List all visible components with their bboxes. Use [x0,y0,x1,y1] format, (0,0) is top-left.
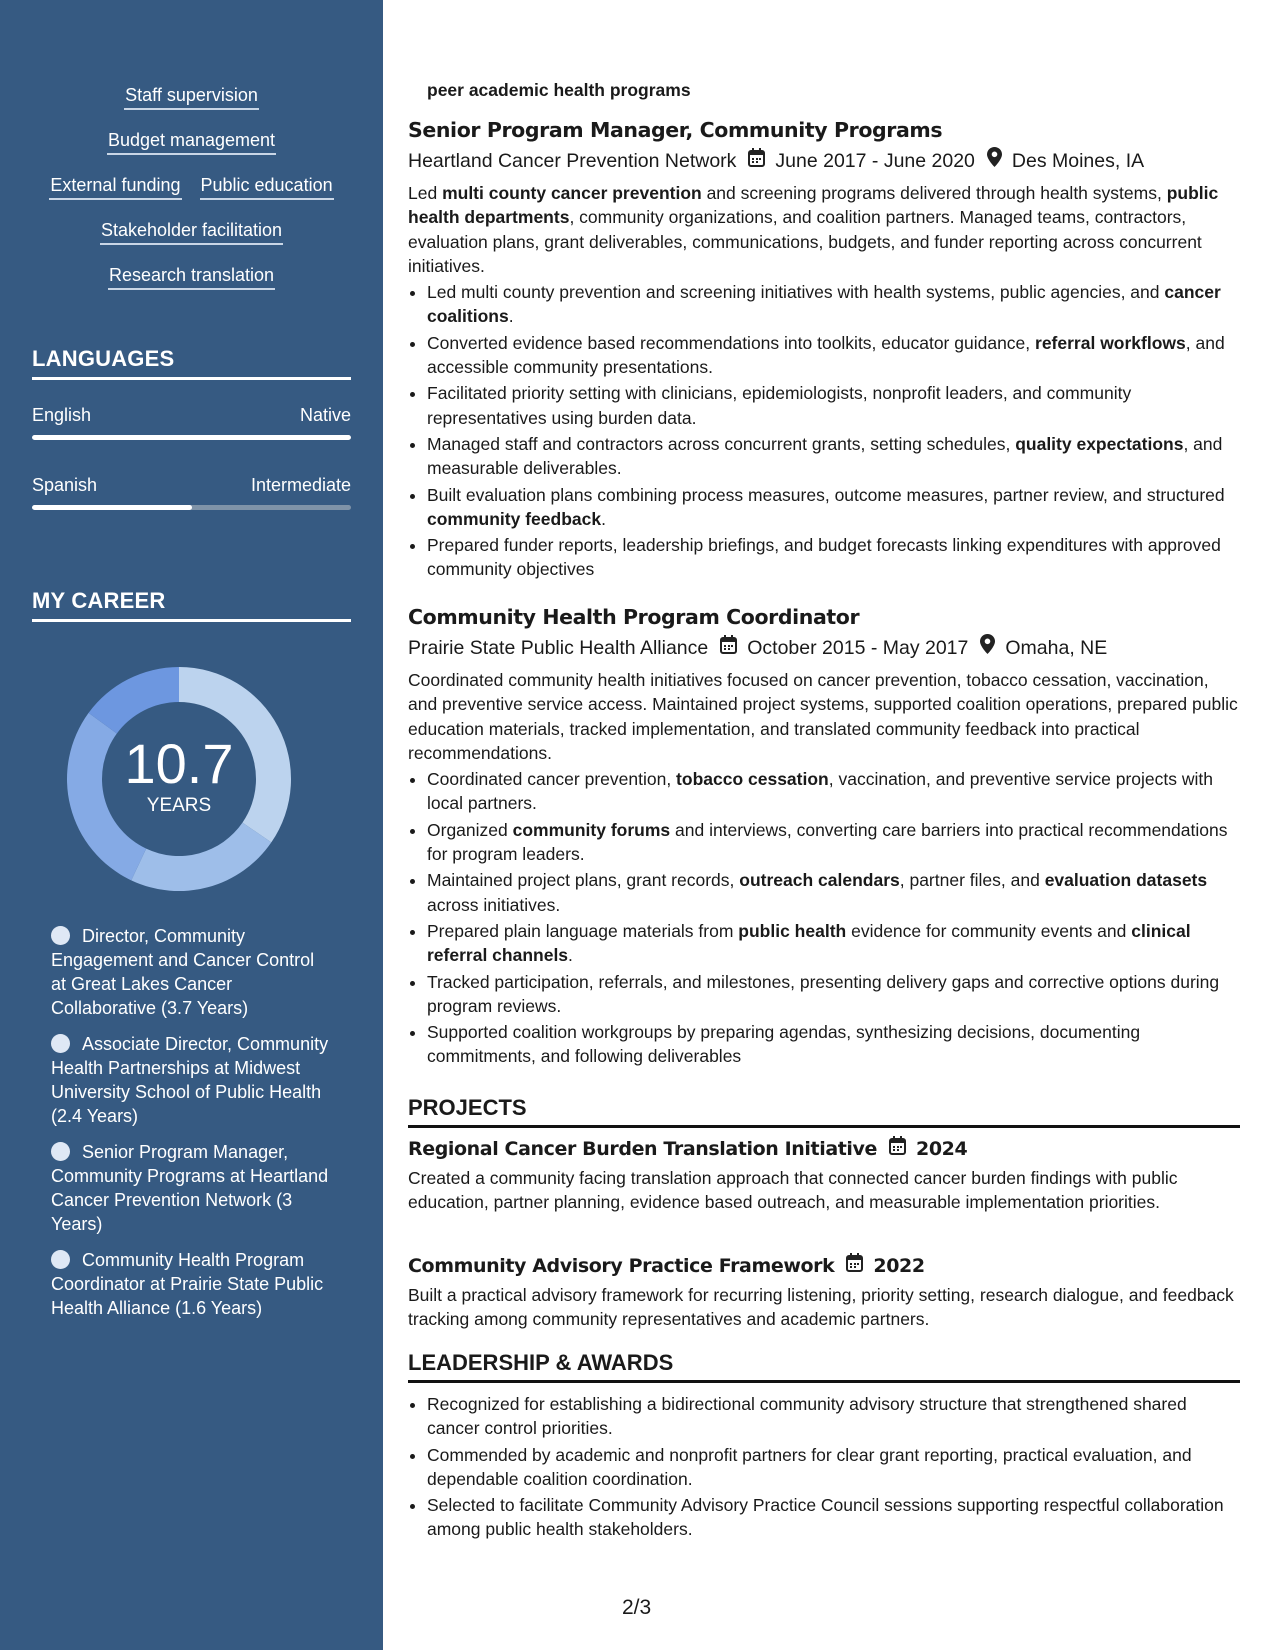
career-list [51,924,331,1332]
job-dates: October 2015 - May 2017 [747,637,969,659]
skill-tag: Budget management [107,127,276,155]
skills-list [0,82,383,307]
award-item: • Recognized for establishing a bidirectional community advisory structure that strengthened shared cancer control priorities. [427,1392,1240,1441]
job-meta [408,147,1240,175]
bullet-item: • Managed staff and contractors across concurrent grants, setting schedules, quality expectations, and measurable deliverables. [427,432,1240,481]
bullet-item: • Facilitated priority setting with clinicians, epidemiologists, nonprofit leaders, and community representatives using burden data. [427,381,1240,430]
skill-row [0,262,383,290]
job-summary: Coordinated community health initiatives focused on cancer prevention, tobacco cessation, vaccination, and preventive service access. Maintained project systems, supported coalition operations, prepared public education materials, tracked implementation, and translated community feedback into practical recommendations. [408,670,1238,763]
bullet-item: • Built evaluation plans combining process measures, outcome measures, partner review, and structured community feedback. [427,483,1240,532]
job-summary: Led multi county cancer prevention and screening programs delivered through health systems, public health departments, community organizations, and coalition partners. Managed teams, contractors, evaluation plans, grant deliverables, communications, budgets, and funder reporting across concurrent initiatives. [408,183,1219,276]
bullet-item: • Tracked participation, referrals, and milestones, presenting delivery gaps and corrective options during program reviews. [427,970,1240,1019]
career-donut-chart [65,665,293,893]
awards-list [408,1392,1240,1542]
project-description: Created a community facing translation approach that connected cancer burden findings with public education, partner planning, evidence based outreach, and measurable implementation priorities. [408,1168,1178,1213]
bullet-item: • Coordinated cancer prevention, tobacco cessation, vaccination, and preventive service projects with local partners. [427,767,1240,816]
award-item: • Commended by academic and nonprofit partners for clear grant reporting, practical evaluation, and dependable coalition coordination. [427,1443,1240,1492]
language-level: Native [299,405,351,425]
skill-tag: External funding [49,172,181,200]
job-entry [408,603,1240,1071]
bullet-item: • Supported coalition workgroups by preparing agendas, synthesizing decisions, documenting commitments, and following deliverables [427,1020,1240,1069]
career-total [65,665,293,893]
job-company: Prairie State Public Health Alliance [408,637,709,659]
languages-heading: LANGUAGES [32,346,351,380]
skill-tag: Public education [200,172,334,200]
bullet-dot-icon [51,1034,70,1053]
projects-heading: PROJECTS [408,1095,1240,1128]
skill-tag: Research translation [108,262,275,290]
career-item: Associate Director, Community Health Partnerships at Midwest University School of Public Health (2.4 Years) [51,1034,329,1126]
career-item: Community Health Program Coordinator at Prairie State Public Health Alliance (1.6 Years) [51,1250,324,1318]
job-title: Senior Program Manager, Community Programs [408,118,943,142]
calendar-icon [748,147,765,175]
project-title: Community Advisory Practice Framework [408,1255,835,1277]
project-year: 2024 [916,1138,968,1160]
bullet-item: • Maintained project plans, grant records, outreach calendars, partner files, and evaluation datasets across initiatives. [427,868,1240,917]
project-title-row [408,1136,1240,1162]
language-proficiency-bar [32,505,351,510]
bullet-dot-icon [51,926,70,945]
project-entry [408,1136,1240,1215]
bullet-item: • Led multi county prevention and screening initiatives with health systems, public agencies, and cancer coalitions. [427,280,1240,329]
job-meta [408,634,1240,662]
language-name: Spanish [32,475,98,495]
language-spanish [32,473,351,510]
bullet-item: • Converted evidence based recommendations into toolkits, educator guidance, referral workflows, and accessible community presentations. [427,331,1240,380]
language-proficiency-bar [32,435,351,440]
career-heading: MY CAREER [32,588,351,622]
award-item: • Selected to facilitate Community Advisory Practice Council sessions supporting respectful collaboration among public health stakeholders. [427,1493,1240,1542]
job-title: Community Health Program Coordinator [408,605,860,629]
job-location: Omaha, NE [1005,637,1108,659]
calendar-icon [720,634,737,662]
continued-line: peer academic health programs [427,80,691,100]
page-number: 2/3 [622,1596,652,1619]
calendar-icon [889,1136,906,1162]
skill-row [0,217,383,245]
skill-row [0,127,383,155]
career-item: Senior Program Manager, Community Programs at Heartland Cancer Prevention Network (3 Years) [51,1142,329,1234]
awards-heading: LEADERSHIP & AWARDS [408,1350,1240,1383]
skill-tag: Staff supervision [124,82,259,110]
bullet-item: • Organized community forums and interviews, converting care barriers into practical recommendations for program leaders. [427,818,1240,867]
job-company: Heartland Cancer Prevention Network [408,150,737,172]
language-proficiency-fill [32,435,351,440]
skill-row [0,172,383,200]
map-pin-icon [987,147,1002,175]
bullet-dot-icon [51,1250,70,1269]
bullet-item: • Prepared funder reports, leadership briefings, and budget forecasts linking expenditures with approved community objectives [427,533,1240,582]
job-dates: June 2017 - June 2020 [775,150,975,172]
map-pin-icon [980,634,995,662]
project-title-row [408,1253,1240,1279]
project-title: Regional Cancer Burden Translation Initiative [408,1138,878,1160]
sidebar [0,0,383,1650]
job-bullets [408,767,1240,1069]
job-entry [408,116,1240,584]
awards-section [408,1392,1240,1544]
calendar-icon [846,1253,863,1279]
language-english [32,403,351,440]
language-name: English [32,405,92,425]
career-total-label: YEARS [146,795,212,816]
job-bullets [408,280,1240,582]
bullet-item: • Prepared plain language materials from public health evidence for community events and clinical referral channels. [427,919,1240,968]
skill-row [0,82,383,110]
bullet-dot-icon [51,1142,70,1161]
job-location: Des Moines, IA [1011,150,1145,172]
career-total-number: 10.7 [124,732,234,795]
language-level: Intermediate [250,475,351,495]
language-proficiency-fill [32,505,192,510]
project-year: 2022 [873,1255,925,1277]
project-entry [408,1253,1240,1332]
career-item: Director, Community Engagement and Cancer Control at Great Lakes Cancer Collaborative (3.7 Years) [51,926,315,1018]
skill-tag: Stakeholder facilitation [100,217,283,245]
project-description: Built a practical advisory framework for recurring listening, priority setting, research dialogue, and feedback tracking among community representatives and academic partners. [408,1285,1234,1330]
